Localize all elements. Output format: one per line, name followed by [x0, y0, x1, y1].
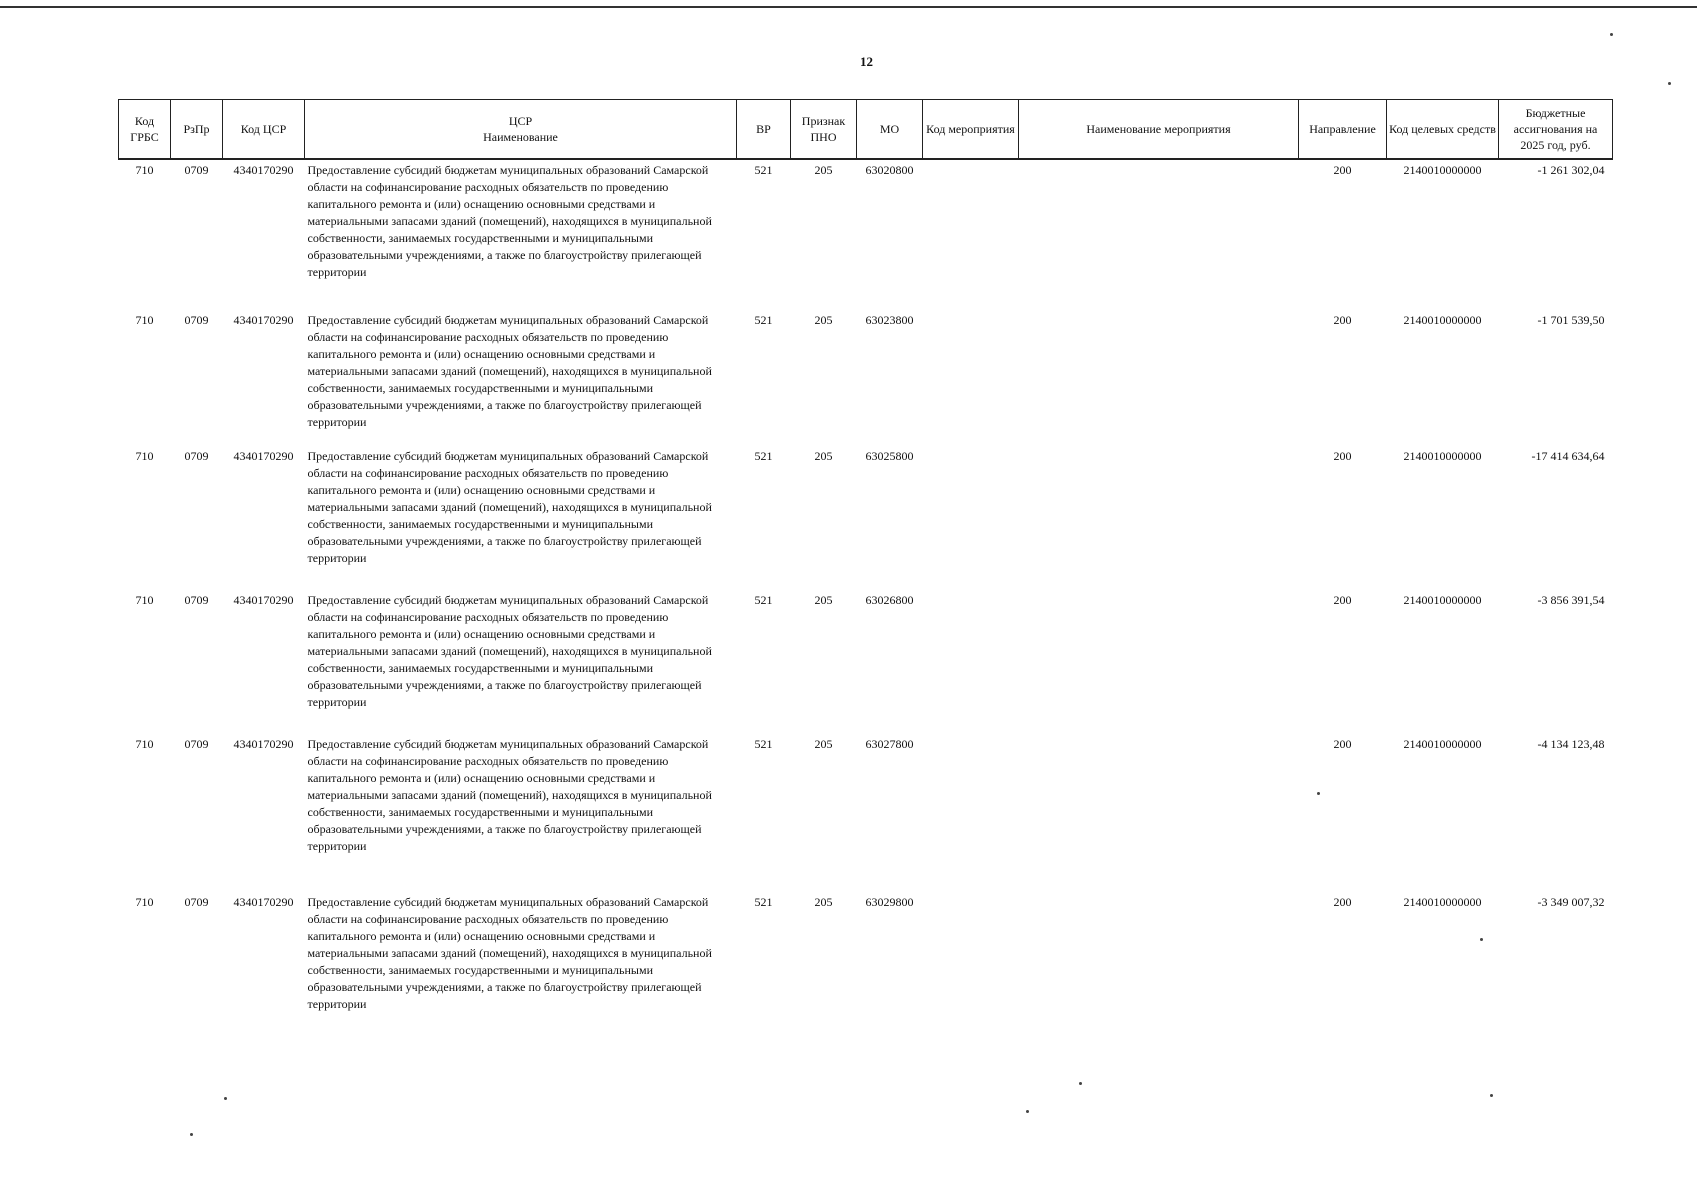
scan-speck: [1490, 1094, 1493, 1097]
cell-csr: 4340170290: [233, 449, 294, 463]
cell-vr: 521: [754, 163, 773, 177]
budget-table: [118, 99, 1613, 1024]
cell-kod-cs: 2140010000000: [1403, 163, 1482, 177]
cell-vr: 521: [754, 593, 773, 607]
cell-napr: 200: [1333, 593, 1352, 607]
cell-naim-mer: [1019, 892, 1299, 1024]
cell-csr: 4340170290: [233, 737, 294, 751]
cell-csr: 4340170290: [233, 163, 294, 177]
top-rule: [0, 6, 1697, 8]
cell-amount: -1 701 539,50: [1537, 313, 1605, 327]
cell-kod-mer: [923, 446, 1019, 590]
cell-csr: 4340170290: [233, 593, 294, 607]
cell-napr: 200: [1333, 163, 1352, 177]
cell-name-text: Предоставление субсидий бюджетам муниципальных образований Самарской области на софинансирование расходных обязательств по проведению капитального ремонта и (или) оснащению основными средствами и материальными запасами зданий (помещений), находящихся в муниципальной собственности, занимаемых государственными и муниципальными образовательными учреждениями, а также по благоустройству прилегающей территории: [307, 313, 712, 429]
cell-mo: 63023800: [865, 313, 914, 327]
header-priznak-pno: Признак ПНО: [791, 100, 857, 160]
cell-rzpr: 0709: [184, 449, 209, 463]
cell-mo: 63026800: [865, 593, 914, 607]
cell-csr: 4340170290: [233, 313, 294, 327]
cell-name: [305, 892, 737, 1024]
cell-kod-cs: 2140010000000: [1403, 449, 1482, 463]
table-body: [119, 159, 1613, 1024]
cell-naim-mer: [1019, 590, 1299, 734]
cell-pno: 205: [814, 163, 833, 177]
table-header: [119, 100, 1613, 160]
cell-name: [305, 590, 737, 734]
cell-grbs: 710: [135, 593, 154, 607]
header-kod-grbs: Код ГРБС: [119, 100, 171, 160]
cell-vr: 521: [754, 313, 773, 327]
cell-amount: -1 261 302,04: [1537, 163, 1605, 177]
table-row: [119, 159, 1613, 310]
cell-napr: 200: [1333, 737, 1352, 751]
header-csr-title: ЦСР: [508, 114, 533, 128]
scan-speck: [1317, 792, 1320, 795]
cell-name-text: Предоставление субсидий бюджетам муниципальных образований Самарской области на софинансирование расходных обязательств по проведению капитального ремонта и (или) оснащению основными средствами и материальными запасами зданий (помещений), находящихся в муниципальной собственности, занимаемых государственными и муниципальными образовательными учреждениями, а также по благоустройству прилегающей территории: [307, 449, 712, 565]
cell-pno: 205: [814, 895, 833, 909]
page-number: 12: [860, 54, 873, 69]
header-kod-meropriyatiya: Код мероприятия: [923, 100, 1019, 160]
cell-grbs: 710: [135, 895, 154, 909]
cell-vr: 521: [754, 737, 773, 751]
scan-speck: [190, 1133, 193, 1136]
cell-mo: 63020800: [865, 163, 914, 177]
header-byudzhetnye-assignovaniya: Бюджетные ассигнования на 2025 год, руб.: [1499, 100, 1613, 160]
cell-kod-mer: [923, 590, 1019, 734]
cell-napr: 200: [1333, 895, 1352, 909]
cell-naim-mer: [1019, 446, 1299, 590]
cell-vr: 521: [754, 895, 773, 909]
cell-name-text: Предоставление субсидий бюджетам муниципальных образований Самарской области на софинансирование расходных обязательств по проведению капитального ремонта и (или) оснащению основными средствами и материальными запасами зданий (помещений), находящихся в муниципальной собственности, занимаемых государственными и муниципальными образовательными учреждениями, а также по благоустройству прилегающей территории: [307, 895, 712, 1011]
header-csr-subtitle: Наименование: [483, 130, 558, 144]
cell-napr: 200: [1333, 313, 1352, 327]
scan-speck: [1079, 1082, 1082, 1085]
cell-grbs: 710: [135, 163, 154, 177]
table-row: [119, 590, 1613, 734]
cell-name-text: Предоставление субсидий бюджетам муниципальных образований Самарской области на софинансирование расходных обязательств по проведению капитального ремонта и (или) оснащению основными средствами и материальными запасами зданий (помещений), находящихся в муниципальной собственности, занимаемых государственными и муниципальными образовательными учреждениями, а также по благоустройству прилегающей территории: [307, 163, 712, 279]
cell-kod-mer: [923, 310, 1019, 446]
cell-kod-mer: [923, 892, 1019, 1024]
table-row: [119, 734, 1613, 892]
cell-name-text: Предоставление субсидий бюджетам муниципальных образований Самарской области на софинансирование расходных обязательств по проведению капитального ремонта и (или) оснащению основными средствами и материальными запасами зданий (помещений), находящихся в муниципальной собственности, занимаемых государственными и муниципальными образовательными учреждениями, а также по благоустройству прилегающей территории: [307, 737, 712, 853]
cell-name: [305, 159, 737, 310]
cell-grbs: 710: [135, 449, 154, 463]
cell-mo: 63025800: [865, 449, 914, 463]
scan-speck: [1668, 82, 1671, 85]
cell-rzpr: 0709: [184, 895, 209, 909]
header-napravlenie: Направление: [1299, 100, 1387, 160]
cell-mo: 63027800: [865, 737, 914, 751]
cell-naim-mer: [1019, 310, 1299, 446]
cell-vr: 521: [754, 449, 773, 463]
cell-kod-mer: [923, 734, 1019, 892]
header-naimenovanie-meropriyatiya: Наименование мероприятия: [1019, 100, 1299, 160]
cell-pno: 205: [814, 449, 833, 463]
header-csr-name: [305, 100, 737, 160]
cell-mo: 63029800: [865, 895, 914, 909]
table-row: [119, 310, 1613, 446]
header-vr: ВР: [737, 100, 791, 160]
cell-grbs: 710: [135, 313, 154, 327]
header-kod-celevyh-sredstv: Код целевых средств: [1387, 100, 1499, 160]
cell-name: [305, 310, 737, 446]
scan-speck: [1480, 938, 1483, 941]
header-mo: МО: [857, 100, 923, 160]
cell-pno: 205: [814, 313, 833, 327]
cell-kod-cs: 2140010000000: [1403, 593, 1482, 607]
cell-naim-mer: [1019, 159, 1299, 310]
header-rzpr: РзПр: [171, 100, 223, 160]
cell-pno: 205: [814, 737, 833, 751]
cell-naim-mer: [1019, 734, 1299, 892]
cell-rzpr: 0709: [184, 163, 209, 177]
table-row: [119, 892, 1613, 1024]
cell-kod-cs: 2140010000000: [1403, 737, 1482, 751]
cell-amount: -3 349 007,32: [1537, 895, 1605, 909]
scan-speck: [1610, 33, 1613, 36]
cell-rzpr: 0709: [184, 737, 209, 751]
cell-napr: 200: [1333, 449, 1352, 463]
cell-amount: -3 856 391,54: [1537, 593, 1605, 607]
cell-kod-mer: [923, 159, 1019, 310]
cell-name-text: Предоставление субсидий бюджетам муниципальных образований Самарской области на софинансирование расходных обязательств по проведению капитального ремонта и (или) оснащению основными средствами и материальными запасами зданий (помещений), находящихся в муниципальной собственности, занимаемых государственными и муниципальными образовательными учреждениями, а также по благоустройству прилегающей территории: [307, 593, 712, 709]
cell-name: [305, 734, 737, 892]
cell-name: [305, 446, 737, 590]
cell-rzpr: 0709: [184, 593, 209, 607]
cell-rzpr: 0709: [184, 313, 209, 327]
cell-grbs: 710: [135, 737, 154, 751]
cell-amount: -4 134 123,48: [1537, 737, 1605, 751]
cell-csr: 4340170290: [233, 895, 294, 909]
scan-speck: [1026, 1110, 1029, 1113]
cell-pno: 205: [814, 593, 833, 607]
cell-kod-cs: 2140010000000: [1403, 313, 1482, 327]
cell-amount: -17 414 634,64: [1531, 449, 1605, 463]
scan-speck: [224, 1097, 227, 1100]
header-kod-csr: Код ЦСР: [223, 100, 305, 160]
cell-kod-cs: 2140010000000: [1403, 895, 1482, 909]
table-row: [119, 446, 1613, 590]
